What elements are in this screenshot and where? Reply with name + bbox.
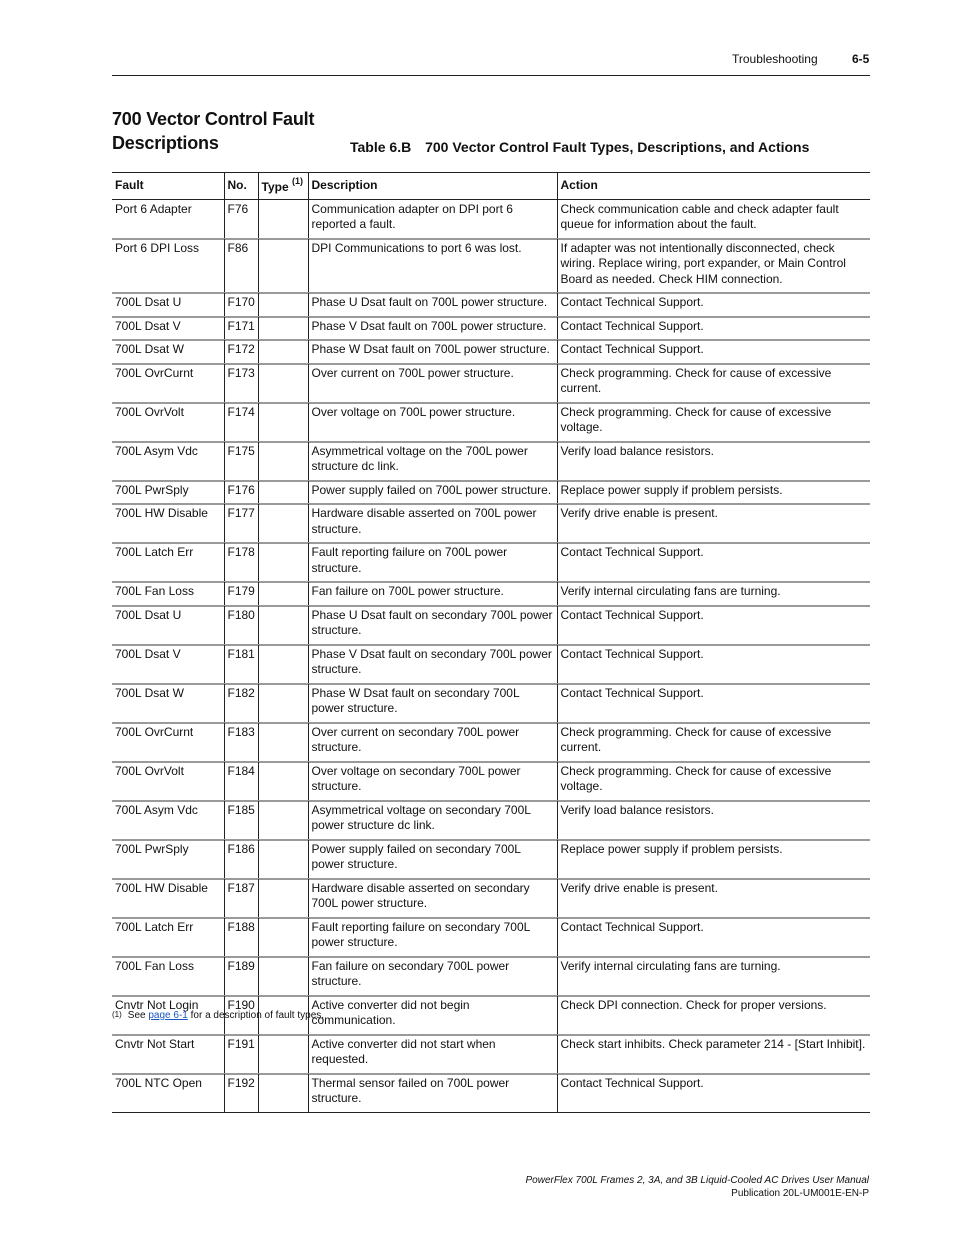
cell-type: [258, 402, 308, 441]
cell-no: F185: [224, 800, 258, 839]
cell-fault: 700L Asym Vdc: [112, 800, 224, 839]
cell-description: Power supply failed on 700L power structure.: [308, 480, 557, 504]
cell-description: Phase V Dsat fault on 700L power structure.: [308, 316, 557, 340]
cell-type: [258, 683, 308, 722]
cell-no: F183: [224, 722, 258, 761]
table-row: [112, 402, 870, 441]
table-caption-number: Table 6.B: [350, 139, 412, 155]
cell-description: Thermal sensor failed on 700L power structure.: [308, 1073, 557, 1112]
cell-action: Check DPI connection. Check for proper versions.: [557, 995, 870, 1034]
cell-type: [258, 441, 308, 480]
cell-fault: 700L Dsat U: [112, 605, 224, 644]
table-row: [112, 644, 870, 683]
footer-publication: Publication 20L-UM001E-EN-P: [731, 1188, 869, 1199]
table-row: [112, 363, 870, 402]
cell-description: Fan failure on secondary 700L power structure.: [308, 956, 557, 995]
table-row: [112, 199, 870, 238]
cell-action: Contact Technical Support.: [557, 683, 870, 722]
cell-action: Contact Technical Support.: [557, 644, 870, 683]
cell-fault: 700L Fan Loss: [112, 582, 224, 606]
cell-action: Check programming. Check for cause of excessive current.: [557, 722, 870, 761]
cell-action: Replace power supply if problem persists.: [557, 480, 870, 504]
cell-action: Verify internal circulating fans are turning.: [557, 956, 870, 995]
cell-fault: Cnvtr Not Start: [112, 1034, 224, 1073]
cell-fault: 700L HW Disable: [112, 504, 224, 543]
table-row: [112, 504, 870, 543]
cell-description: Active converter did not start when requested.: [308, 1034, 557, 1073]
cell-action: Contact Technical Support.: [557, 605, 870, 644]
cell-no: F177: [224, 504, 258, 543]
table-row: [112, 238, 870, 293]
cell-type: [258, 199, 308, 238]
cell-fault: 700L OvrCurnt: [112, 363, 224, 402]
cell-action: Check start inhibits. Check parameter 214 - [Start Inhibit].: [557, 1034, 870, 1073]
footnote-page-link[interactable]: page 6-1: [148, 1010, 188, 1021]
fault-table: [112, 172, 870, 1113]
table-row: [112, 1073, 870, 1112]
cell-no: F76: [224, 199, 258, 238]
cell-type: [258, 722, 308, 761]
cell-description: Fault reporting failure on 700L power structure.: [308, 543, 557, 582]
cell-no: F192: [224, 1073, 258, 1112]
table-row: [112, 605, 870, 644]
cell-no: F191: [224, 1034, 258, 1073]
cell-action: Replace power supply if problem persists.: [557, 839, 870, 878]
cell-type: [258, 839, 308, 878]
cell-description: Active converter did not begin communication.: [308, 995, 557, 1034]
cell-description: Over voltage on secondary 700L power structure.: [308, 761, 557, 800]
cell-no: F171: [224, 316, 258, 340]
cell-fault: 700L Dsat U: [112, 293, 224, 317]
cell-action: Contact Technical Support.: [557, 1073, 870, 1112]
table-row: [112, 340, 870, 364]
cell-description: Fault reporting failure on secondary 700L power structure.: [308, 917, 557, 956]
cell-no: F188: [224, 917, 258, 956]
cell-no: F174: [224, 402, 258, 441]
table-row: [112, 839, 870, 878]
table-row: [112, 683, 870, 722]
fault-table-body: [112, 199, 870, 1112]
cell-action: Verify load balance resistors.: [557, 441, 870, 480]
cell-type: [258, 480, 308, 504]
cell-type: [258, 1034, 308, 1073]
cell-fault: 700L OvrCurnt: [112, 722, 224, 761]
table-row: [112, 722, 870, 761]
cell-type: [258, 363, 308, 402]
cell-description: Phase W Dsat fault on 700L power structure.: [308, 340, 557, 364]
footer-manual-title: PowerFlex 700L Frames 2, 3A, and 3B Liquid-Cooled AC Drives User Manual: [525, 1175, 869, 1186]
cell-no: F181: [224, 644, 258, 683]
cell-fault: Port 6 Adapter: [112, 199, 224, 238]
cell-type: [258, 644, 308, 683]
table-row: [112, 878, 870, 917]
cell-fault: Cnvtr Not Login: [112, 995, 224, 1034]
cell-fault: 700L Latch Err: [112, 543, 224, 582]
footnote-prefix: See: [127, 1010, 146, 1021]
cell-no: F172: [224, 340, 258, 364]
cell-no: F173: [224, 363, 258, 402]
cell-no: F170: [224, 293, 258, 317]
header-rule: [112, 75, 870, 76]
cell-action: Check programming. Check for cause of excessive current.: [557, 363, 870, 402]
cell-fault: 700L PwrSply: [112, 839, 224, 878]
cell-description: Phase V Dsat fault on secondary 700L power structure.: [308, 644, 557, 683]
table-row: [112, 582, 870, 606]
cell-no: F179: [224, 582, 258, 606]
cell-description: Phase U Dsat fault on secondary 700L power structure.: [308, 605, 557, 644]
column-header-fault: Fault: [112, 173, 224, 200]
page-number: 6-5: [852, 52, 870, 66]
cell-description: Over current on 700L power structure.: [308, 363, 557, 402]
cell-action: Contact Technical Support.: [557, 543, 870, 582]
cell-description: Hardware disable asserted on secondary 700L power structure.: [308, 878, 557, 917]
cell-action: Verify drive enable is present.: [557, 504, 870, 543]
cell-fault: 700L Dsat V: [112, 316, 224, 340]
cell-fault: 700L Fan Loss: [112, 956, 224, 995]
cell-action: If adapter was not intentionally disconnected, check wiring. Replace wiring, port expander, or Main Control Board as needed. Check HIM connection.: [557, 238, 870, 293]
table-row: [112, 480, 870, 504]
cell-no: F186: [224, 839, 258, 878]
cell-fault: 700L Dsat W: [112, 683, 224, 722]
section-title: 700 Vector Control Fault Descriptions: [112, 109, 315, 153]
cell-type: [258, 293, 308, 317]
cell-fault: 700L HW Disable: [112, 878, 224, 917]
column-header-description: Description: [308, 173, 557, 200]
cell-description: Asymmetrical voltage on the 700L power structure dc link.: [308, 441, 557, 480]
cell-fault: 700L Asym Vdc: [112, 441, 224, 480]
cell-description: Communication adapter on DPI port 6 reported a fault.: [308, 199, 557, 238]
cell-action: Check communication cable and check adapter fault queue for information about the fault.: [557, 199, 870, 238]
cell-description: DPI Communications to port 6 was lost.: [308, 238, 557, 293]
table-row: [112, 543, 870, 582]
column-header-action: Action: [557, 173, 870, 200]
table-row: [112, 956, 870, 995]
table-row: [112, 316, 870, 340]
cell-description: Over current on secondary 700L power structure.: [308, 722, 557, 761]
cell-description: Hardware disable asserted on 700L power structure.: [308, 504, 557, 543]
cell-fault: Port 6 DPI Loss: [112, 238, 224, 293]
cell-fault: 700L Latch Err: [112, 917, 224, 956]
cell-type: [258, 1073, 308, 1112]
cell-fault: 700L OvrVolt: [112, 402, 224, 441]
cell-type: [258, 504, 308, 543]
column-header-type-label: Type: [261, 180, 289, 194]
table-row: [112, 917, 870, 956]
cell-no: F189: [224, 956, 258, 995]
running-header-section: Troubleshooting: [732, 52, 818, 66]
table-row: [112, 1034, 870, 1073]
cell-fault: 700L Dsat W: [112, 340, 224, 364]
cell-action: Check programming. Check for cause of excessive voltage.: [557, 402, 870, 441]
cell-type: [258, 956, 308, 995]
cell-type: [258, 917, 308, 956]
cell-fault: 700L OvrVolt: [112, 761, 224, 800]
cell-description: Phase U Dsat fault on 700L power structure.: [308, 293, 557, 317]
cell-action: Verify drive enable is present.: [557, 878, 870, 917]
cell-no: F178: [224, 543, 258, 582]
table-row: [112, 761, 870, 800]
cell-type: [258, 878, 308, 917]
cell-description: Power supply failed on secondary 700L power structure.: [308, 839, 557, 878]
cell-no: F175: [224, 441, 258, 480]
cell-type: [258, 316, 308, 340]
table-row: [112, 293, 870, 317]
cell-fault: 700L Dsat V: [112, 644, 224, 683]
cell-type: [258, 800, 308, 839]
footnote: [112, 1010, 324, 1021]
table-row: [112, 441, 870, 480]
cell-no: F182: [224, 683, 258, 722]
cell-description: Phase W Dsat fault on secondary 700L power structure.: [308, 683, 557, 722]
cell-type: [258, 605, 308, 644]
cell-description: Asymmetrical voltage on secondary 700L power structure dc link.: [308, 800, 557, 839]
cell-no: F187: [224, 878, 258, 917]
cell-no: F190: [224, 995, 258, 1034]
table-caption-text: 700 Vector Control Fault Types, Descriptions, and Actions: [425, 139, 810, 155]
column-header-type: [258, 173, 308, 200]
cell-type: [258, 543, 308, 582]
cell-no: F86: [224, 238, 258, 293]
cell-action: Verify load balance resistors.: [557, 800, 870, 839]
cell-fault: 700L PwrSply: [112, 480, 224, 504]
type-footnote-mark: (1): [291, 176, 303, 186]
cell-type: [258, 238, 308, 293]
cell-action: Contact Technical Support.: [557, 293, 870, 317]
column-header-no: No.: [224, 173, 258, 200]
cell-action: Contact Technical Support.: [557, 917, 870, 956]
cell-no: F176: [224, 480, 258, 504]
cell-action: Verify internal circulating fans are turning.: [557, 582, 870, 606]
footnote-mark: (1): [112, 1010, 122, 1019]
table-header-row: [112, 173, 870, 200]
cell-type: [258, 340, 308, 364]
cell-fault: 700L NTC Open: [112, 1073, 224, 1112]
cell-action: Contact Technical Support.: [557, 316, 870, 340]
footnote-suffix: for a description of fault types.: [190, 1010, 325, 1021]
cell-no: F184: [224, 761, 258, 800]
cell-action: Contact Technical Support.: [557, 340, 870, 364]
table-row: [112, 800, 870, 839]
cell-description: Fan failure on 700L power structure.: [308, 582, 557, 606]
cell-description: Over voltage on 700L power structure.: [308, 402, 557, 441]
cell-no: F180: [224, 605, 258, 644]
cell-action: Check programming. Check for cause of excessive voltage.: [557, 761, 870, 800]
cell-type: [258, 761, 308, 800]
cell-type: [258, 582, 308, 606]
table-caption: [350, 139, 809, 155]
